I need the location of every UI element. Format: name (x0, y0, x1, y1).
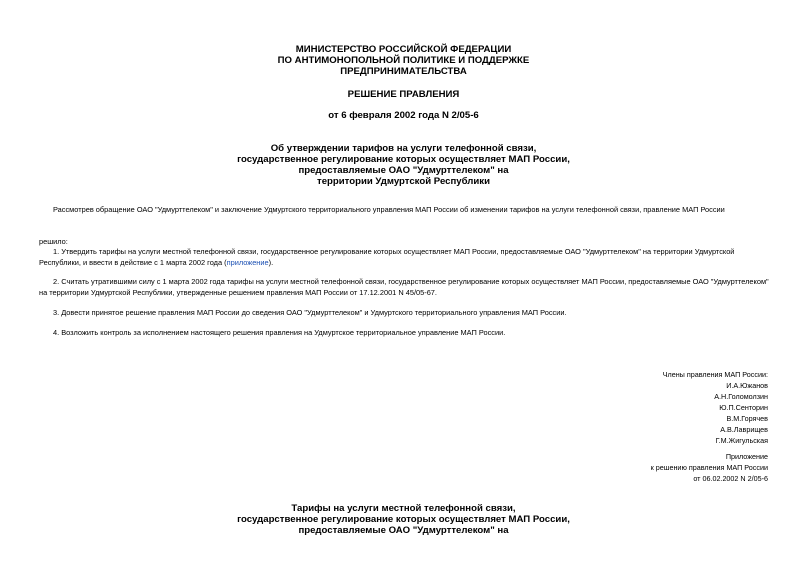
appendix-ref-line: от 06.02.2002 N 2/05-6 (693, 474, 768, 483)
resolved-label: решило: (39, 237, 68, 246)
document-title (0, 143, 807, 187)
signature-name: А.В.Лаврищев (720, 425, 768, 434)
appendix-ref-line: Приложение (725, 452, 768, 461)
signatures-block (663, 369, 768, 446)
title-line: предоставляемые ОАО "Удмурттелеком" на (298, 165, 509, 176)
item-3-paragraph: 3. Довести принятое решение правления МАП России до сведения ОАО "Удмурттелеком" и Удмуртского территориального управления МАП России. (53, 308, 567, 317)
appendix-reference (651, 451, 768, 484)
date-number-text: от 6 февраля 2002 года N 2/05-6 (328, 110, 479, 121)
header-line: ПО АНТИМОНОПОЛЬНОЙ ПОЛИТИКЕ И ПОДДЕРЖКЕ (277, 55, 530, 66)
header-line: МИНИСТЕРСТВО РОССИЙСКОЙ ФЕДЕРАЦИИ (295, 44, 512, 55)
signatures-heading: Члены правления МАП России: (662, 370, 768, 379)
item-4-paragraph: 4. Возложить контроль за исполнением настоящего решения правления на Удмуртское территориальное управление МАП России. (53, 328, 506, 337)
appendix-ref-line: к решению правления МАП России (650, 463, 768, 472)
document-type (0, 89, 807, 100)
ministry-header (0, 44, 807, 77)
item-1-text: 1. Утвердить тарифы на услуги местной телефонной связи, государственное регулирование которых осуществляет МАП России, предоставляемые ОАО "Удмурттелеком" на территории Удмуртской Республики, и ввести в действие с 1 марта 2002 года ( (39, 247, 735, 267)
appendix-title-line: предоставляемые ОАО "Удмурттелеком" на (298, 525, 509, 536)
item-1-tail: ). (268, 258, 274, 267)
title-line: территории Удмуртской Республики (317, 176, 490, 187)
appendix-title-line: Тарифы на услуги местной телефонной связи, (291, 503, 516, 514)
appendix-title-line: государственное регулирование которых осуществляет МАП России, (237, 514, 570, 525)
appendix-link[interactable]: приложение (226, 258, 269, 267)
appendix-title (0, 503, 807, 536)
document-type-text: РЕШЕНИЕ ПРАВЛЕНИЯ (347, 89, 460, 100)
signature-name: А.Н.Голомолзин (714, 392, 768, 401)
signature-name: Г.М.Жигульская (715, 436, 768, 445)
item-2-paragraph: 2. Считать утратившими силу с 1 марта 2002 года тарифы на услуги местной телефонной связи, государственное регулирование которых осуществляет МАП России, предоставляемые ОАО "Удмурттелеком" на территории Удмуртской Республики, утвержденные решением правления МАП России от 17.12.2001 N 45/05-67. (39, 277, 769, 297)
document-date-number (0, 110, 807, 121)
title-line: государственное регулирование которых осуществляет МАП России, (237, 154, 570, 165)
signature-name: Ю.П.Сенторин (719, 403, 768, 412)
signature-name: И.А.Южанов (726, 381, 768, 390)
item-1-paragraph (39, 246, 769, 268)
title-line: Об утверждении тарифов на услуги телефонной связи, (270, 143, 537, 154)
intro-paragraph: Рассмотрев обращение ОАО "Удмурттелеком" и заключение Удмуртского территориального управления МАП России об изменении тарифов на услуги телефонной связи, правление МАП России (53, 205, 725, 214)
signature-name: В.М.Горячев (726, 414, 768, 423)
header-line: ПРЕДПРИНИМАТЕЛЬСТВА (340, 66, 467, 77)
